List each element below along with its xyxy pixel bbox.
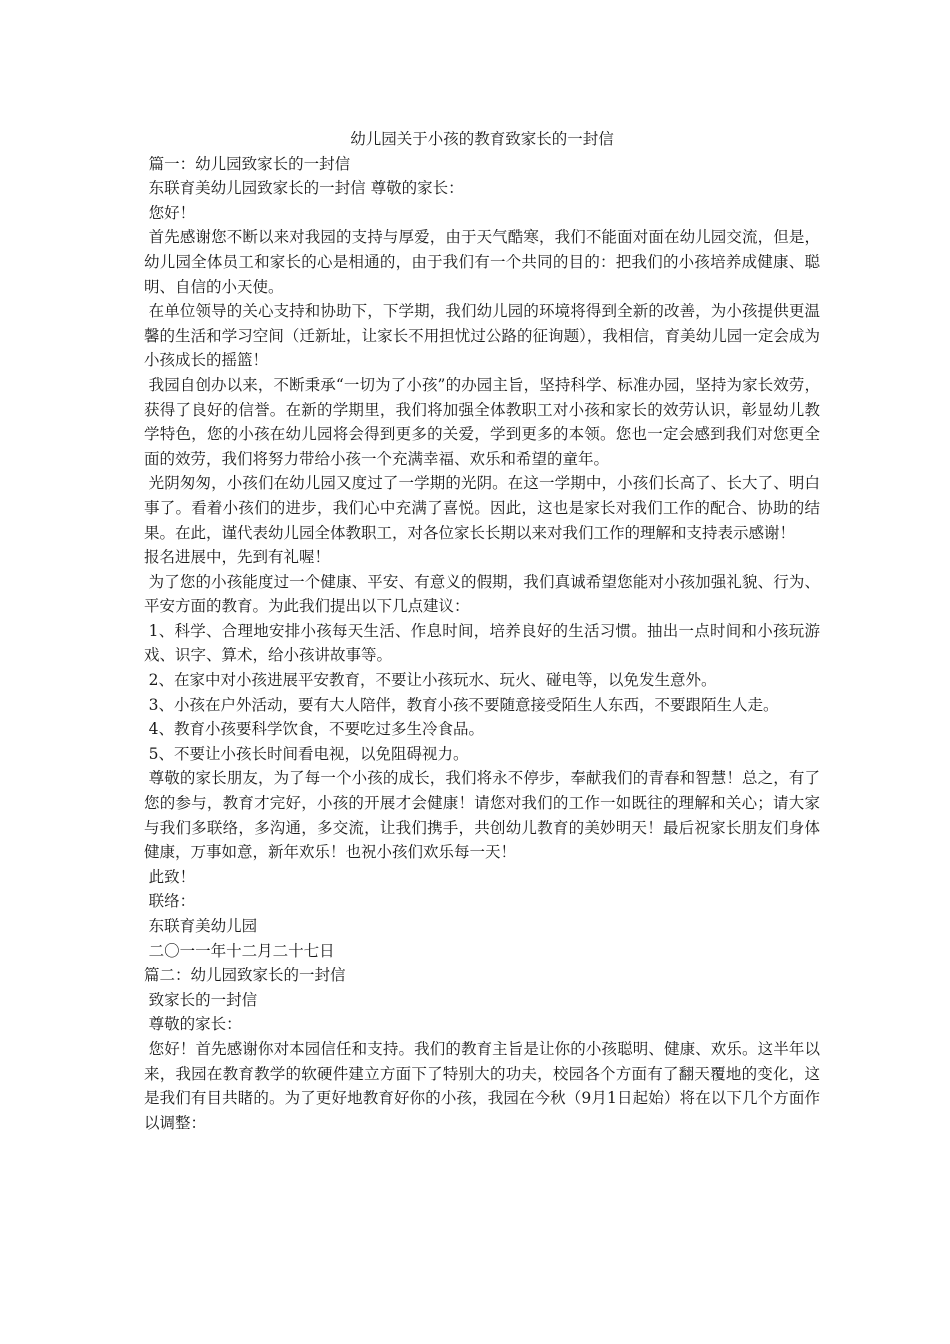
paragraph: 东联育美幼儿园致家长的一封信 尊敬的家长： — [148, 179, 464, 198]
paragraph: 我园自创办以来，不断秉承“一切为了小孩”的办园主旨，坚持科学、标准办园，坚持为家长效劳，获得了良好的信誉。在新的学期里，我们将加强全体教职工对小孩和家长的效劳认识，彰显幼儿教学特色，您的小孩在幼儿园将会得到更多的关爱，学到更多的本领。您也一定会感到我们对您更全面的效劳，我们将努力带给小孩一个充满幸福、欢乐和希望的童年。 — [144, 375, 820, 468]
paragraph: 光阴匆匆，小孩们在幼儿园又度过了一学期的光阴。在这一学期中，小孩们长高了、长大了、明白事了。看着小孩们的进步，我们心中充满了喜悦。因此，这也是家长对我们工作的配合、协助的结果。在此，谨代表幼儿园全体教职工，对各位家长长期以来对我们工作的理解和支持表示感谢！ — [144, 474, 820, 542]
paragraph: 篇二：幼儿园致家长的一封信 — [144, 966, 346, 985]
paragraph: 首先感谢您不断以来对我园的支持与厚爱，由于天气酷寒，我们不能面对面在幼儿园交流，但是，幼儿园全体员工和家长的心是相通的，由于我们有一个共同的目的：把我们的小孩培养成健康、聪明、自信的小天使。 — [144, 228, 820, 296]
paragraph: 尊敬的家长： — [148, 1015, 242, 1034]
paragraph: 二〇一一年十二月二十七日 — [148, 941, 335, 960]
paragraph: 您好！首先感谢你对本园信任和支持。我们的教育主旨是让你的小孩聪明、健康、欢乐。这半年以来，我园在教育教学的软硬件建立方面下了特别大的功夫，校园各个方面有了翻天覆地的变化，这是我们有目共睹的。为了更好地教育好你的小孩，我园在今秋（9月1日起始）将在以下几个方面作以调整： — [144, 1039, 820, 1132]
paragraph: 为了您的小孩能度过一个健康、平安、有意义的假期，我们真诚希望您能对小孩加强礼貌、行为、平安方面的教育。为此我们提出以下几点建议： — [144, 572, 820, 616]
paragraph: 3、小孩在户外活动，要有大人陪伴，教育小孩不要随意接受陌生人东西，不要跟陌生人走。 — [148, 695, 779, 714]
paragraph: 此致！ — [148, 867, 196, 886]
paragraph: 致家长的一封信 — [148, 990, 258, 1009]
document-body — [144, 127, 820, 1135]
paragraph: 在单位领导的关心支持和协助下，下学期，我们幼儿园的环境将得到全新的改善，为小孩提供更温馨的生活和学习空间（迁新址，让家长不用担忧过公路的征询题），我相信，育美幼儿园一定会成为小孩成长的摇篮！ — [144, 302, 820, 370]
paragraph: 您好！ — [148, 203, 196, 222]
paragraph: 联络： — [148, 892, 196, 911]
paragraph: 东联育美幼儿园 — [148, 917, 258, 935]
document-title: 幼儿园关于小孩的教育致家长的一封信 — [350, 130, 614, 148]
paragraph: 2、在家中对小孩进展平安教育，不要让小孩玩水、玩火、碰电等，以免发生意外。 — [148, 671, 717, 690]
paragraph: 1、科学、合理地安排小孩每天生活、作息时间，培养良好的生活习惯。抽出一点时间和小孩玩游戏、识字、算术，给小孩讲故事等。 — [144, 621, 820, 665]
paragraph: 尊敬的家长朋友，为了每一个小孩的成长，我们将永不停步，奉献我们的青春和智慧！总之，有了您的参与，教育才完好，小孩的开展才会健康！请您对我们的工作一如既往的理解和关心；请大家与我们多联络，多沟通，多交流，让我们携手，共创幼儿教育的美妙明天！最后祝家长朋友们身体健康，万事如意，新年欢乐！也祝小孩们欢乐每一天！ — [144, 769, 820, 862]
paragraph: 4、教育小孩要科学饮食，不要吃过多生冷食品。 — [148, 720, 485, 739]
paragraph: 5、不要让小孩长时间看电视，以免阻碍视力。 — [148, 744, 469, 763]
paragraph: 报名进展中，先到有礼喔！ — [144, 548, 331, 567]
paragraph: 篇一：幼儿园致家长的一封信 — [148, 154, 351, 173]
paragraph-list — [144, 152, 820, 1136]
